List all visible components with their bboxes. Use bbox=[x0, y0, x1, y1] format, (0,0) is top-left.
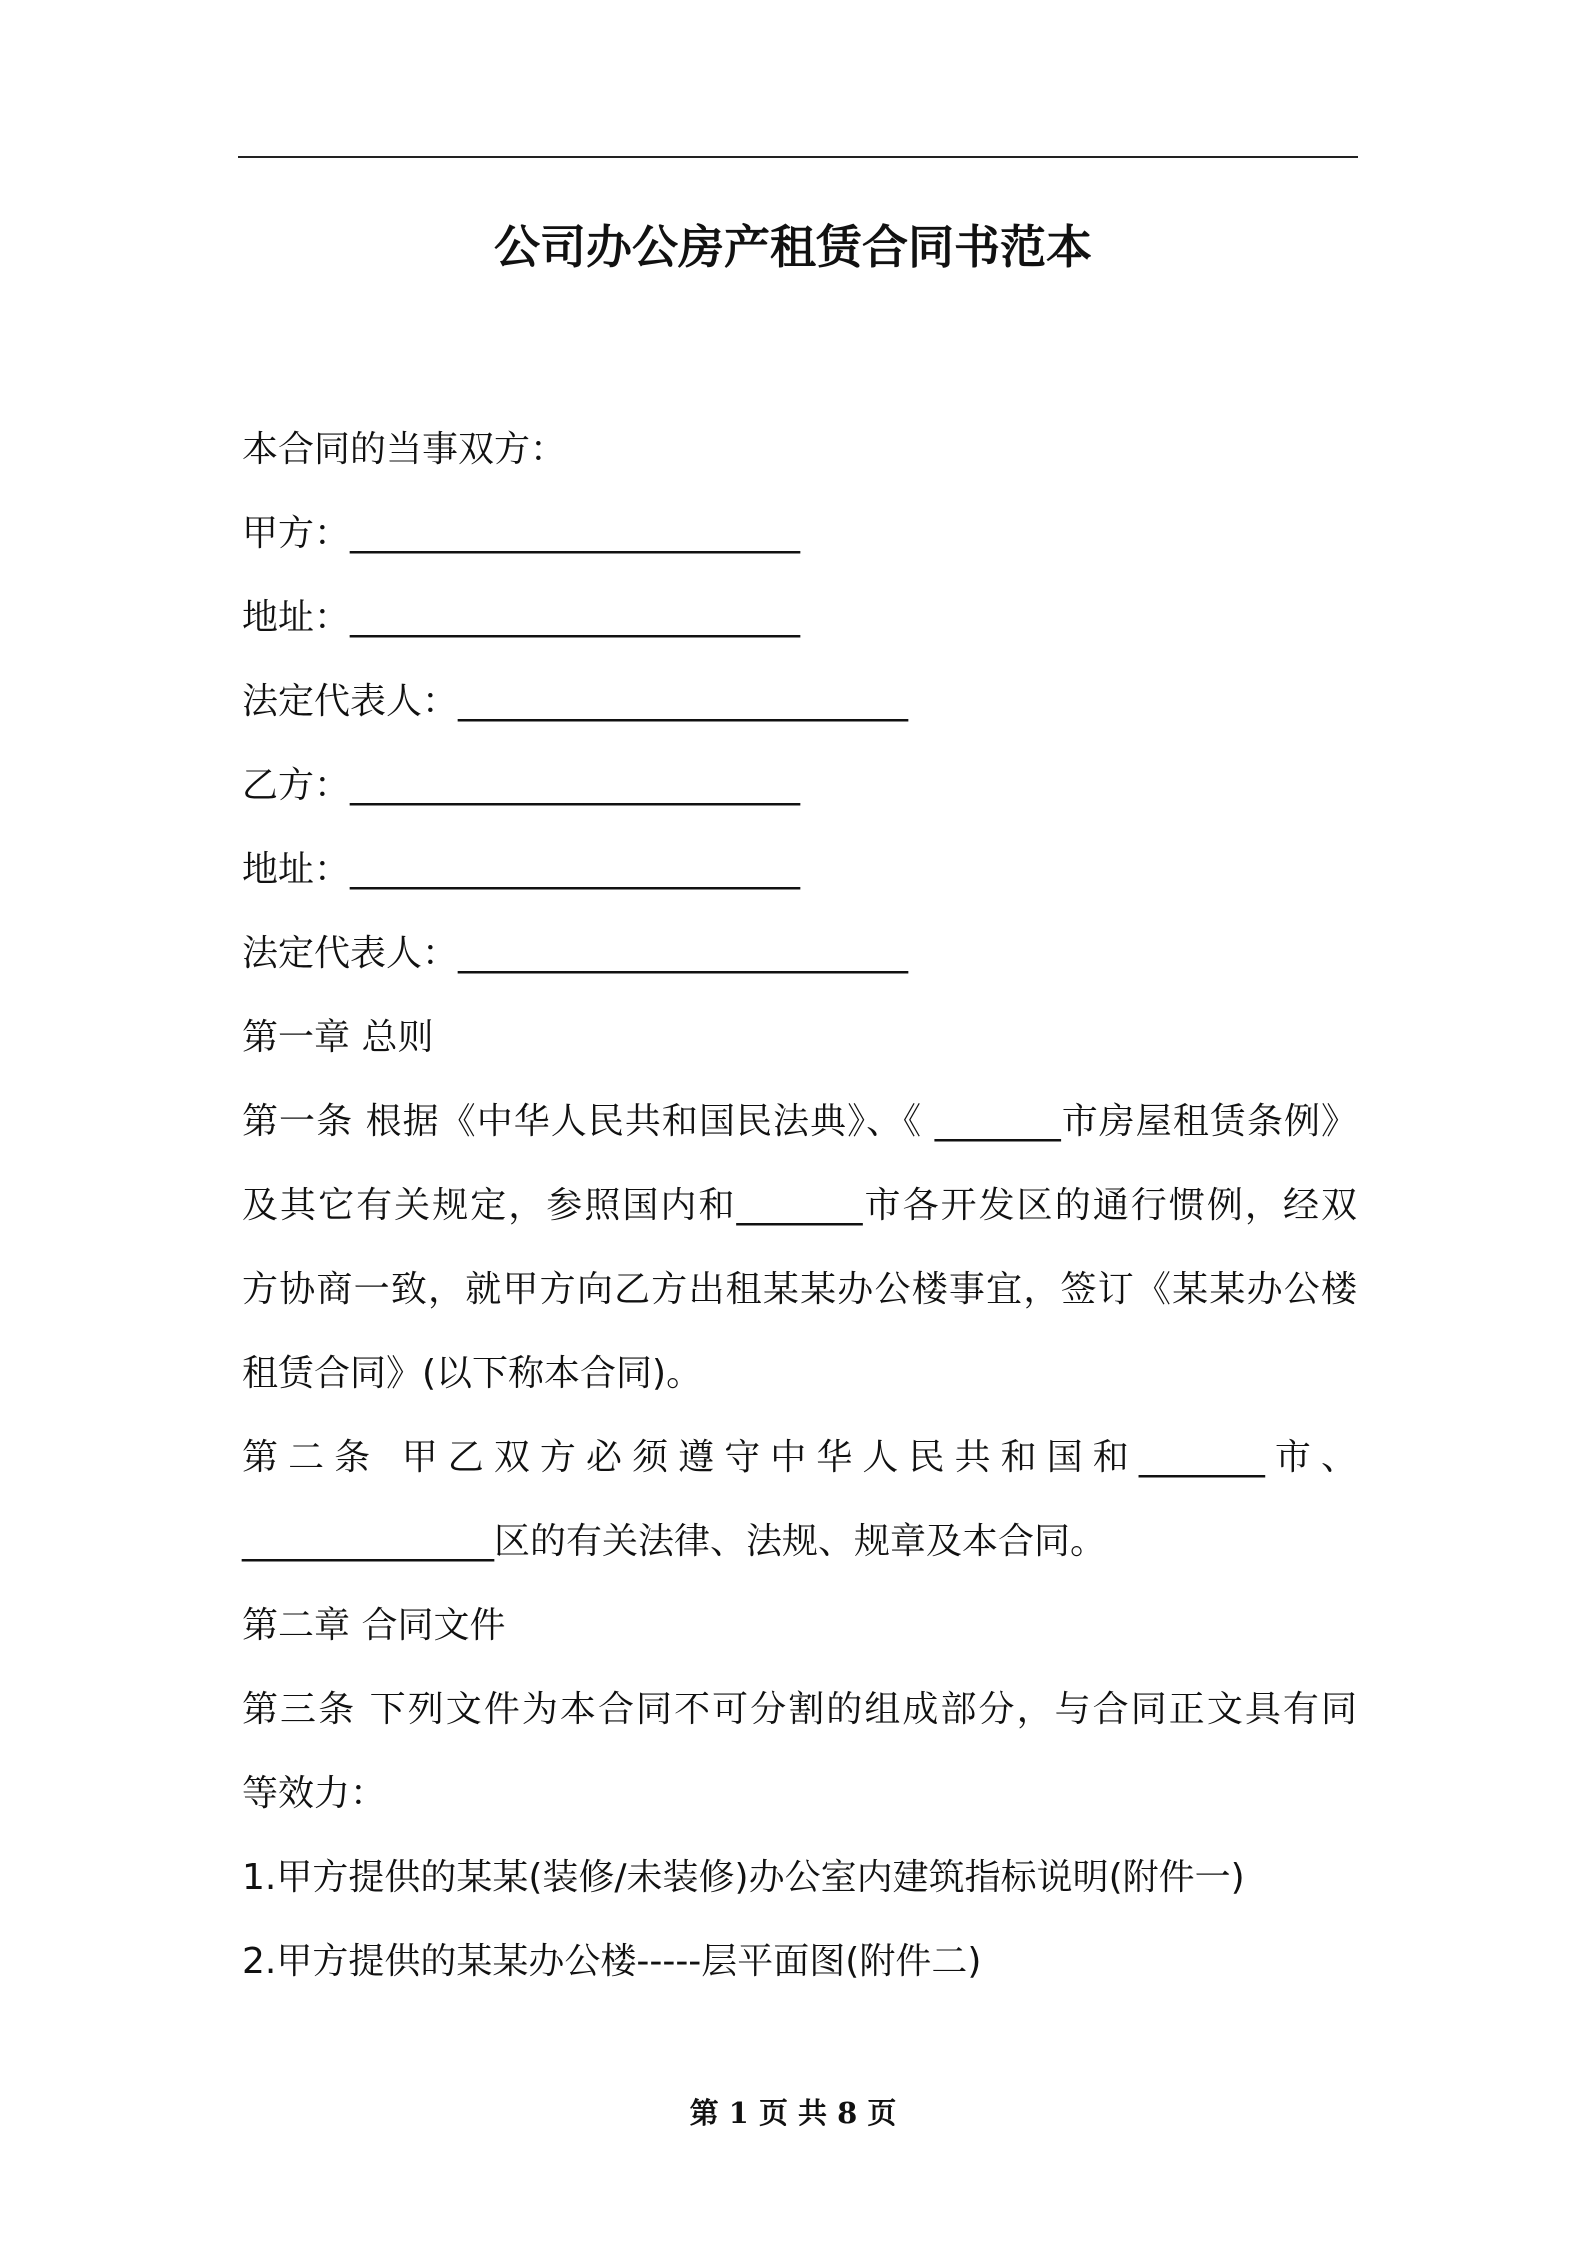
party-a-representative-field: 法定代表人：_________________________ bbox=[242, 681, 909, 722]
article-3-line-1: 第三条 下列文件为本合同不可分割的组成部分，与合同正文具有同 bbox=[242, 1689, 1357, 1730]
article-1-line-4: 租赁合同》(以下称本合同)。 bbox=[242, 1353, 703, 1394]
chapter-1-heading: 第一章 总则 bbox=[242, 1017, 434, 1058]
party-a-field: 甲方：_________________________ bbox=[242, 513, 801, 554]
attachment-item-1: 1.甲方提供的某某(装修/未装修)办公室内建筑指标说明(附件一) bbox=[242, 1857, 1245, 1898]
article-3-line-2: 等效力： bbox=[242, 1773, 387, 1814]
chapter-2-heading: 第二章 合同文件 bbox=[242, 1605, 506, 1646]
article-1-line-2: 及其它有关规定，参照国内和_______市各开发区的通行惯例，经双 bbox=[242, 1185, 1357, 1226]
page-number-footer: 第 1 页 共 8 页 bbox=[689, 2096, 897, 2130]
party-b-field: 乙方：_________________________ bbox=[242, 765, 801, 806]
document-title: 公司办公房产租赁合同书范本 bbox=[494, 220, 1092, 274]
parties-heading: 本合同的当事双方： bbox=[242, 429, 567, 470]
party-b-address-field: 地址：_________________________ bbox=[242, 849, 801, 890]
article-1-line-3: 方协商一致，就甲方向乙方出租某某办公楼事宜，签订《某某办公楼 bbox=[242, 1269, 1357, 1310]
party-a-address-field: 地址：_________________________ bbox=[242, 597, 801, 638]
article-2-line-1: 第二条 甲乙双方必须遵守中华人民共和国和_______市、 bbox=[242, 1437, 1357, 1478]
article-1-line-1: 第一条 根据《中华人民共和国民法典》、《 _______市房屋租赁条例》 bbox=[242, 1101, 1357, 1142]
document-body bbox=[242, 408, 1357, 2004]
article-2-line-2: ______________区的有关法律、法规、规章及本合同。 bbox=[242, 1521, 1107, 1562]
party-b-representative-field: 法定代表人：_________________________ bbox=[242, 933, 909, 974]
header-rule bbox=[238, 156, 1358, 158]
attachment-item-2: 2.甲方提供的某某办公楼-----层平面图(附件二) bbox=[242, 1941, 982, 1982]
